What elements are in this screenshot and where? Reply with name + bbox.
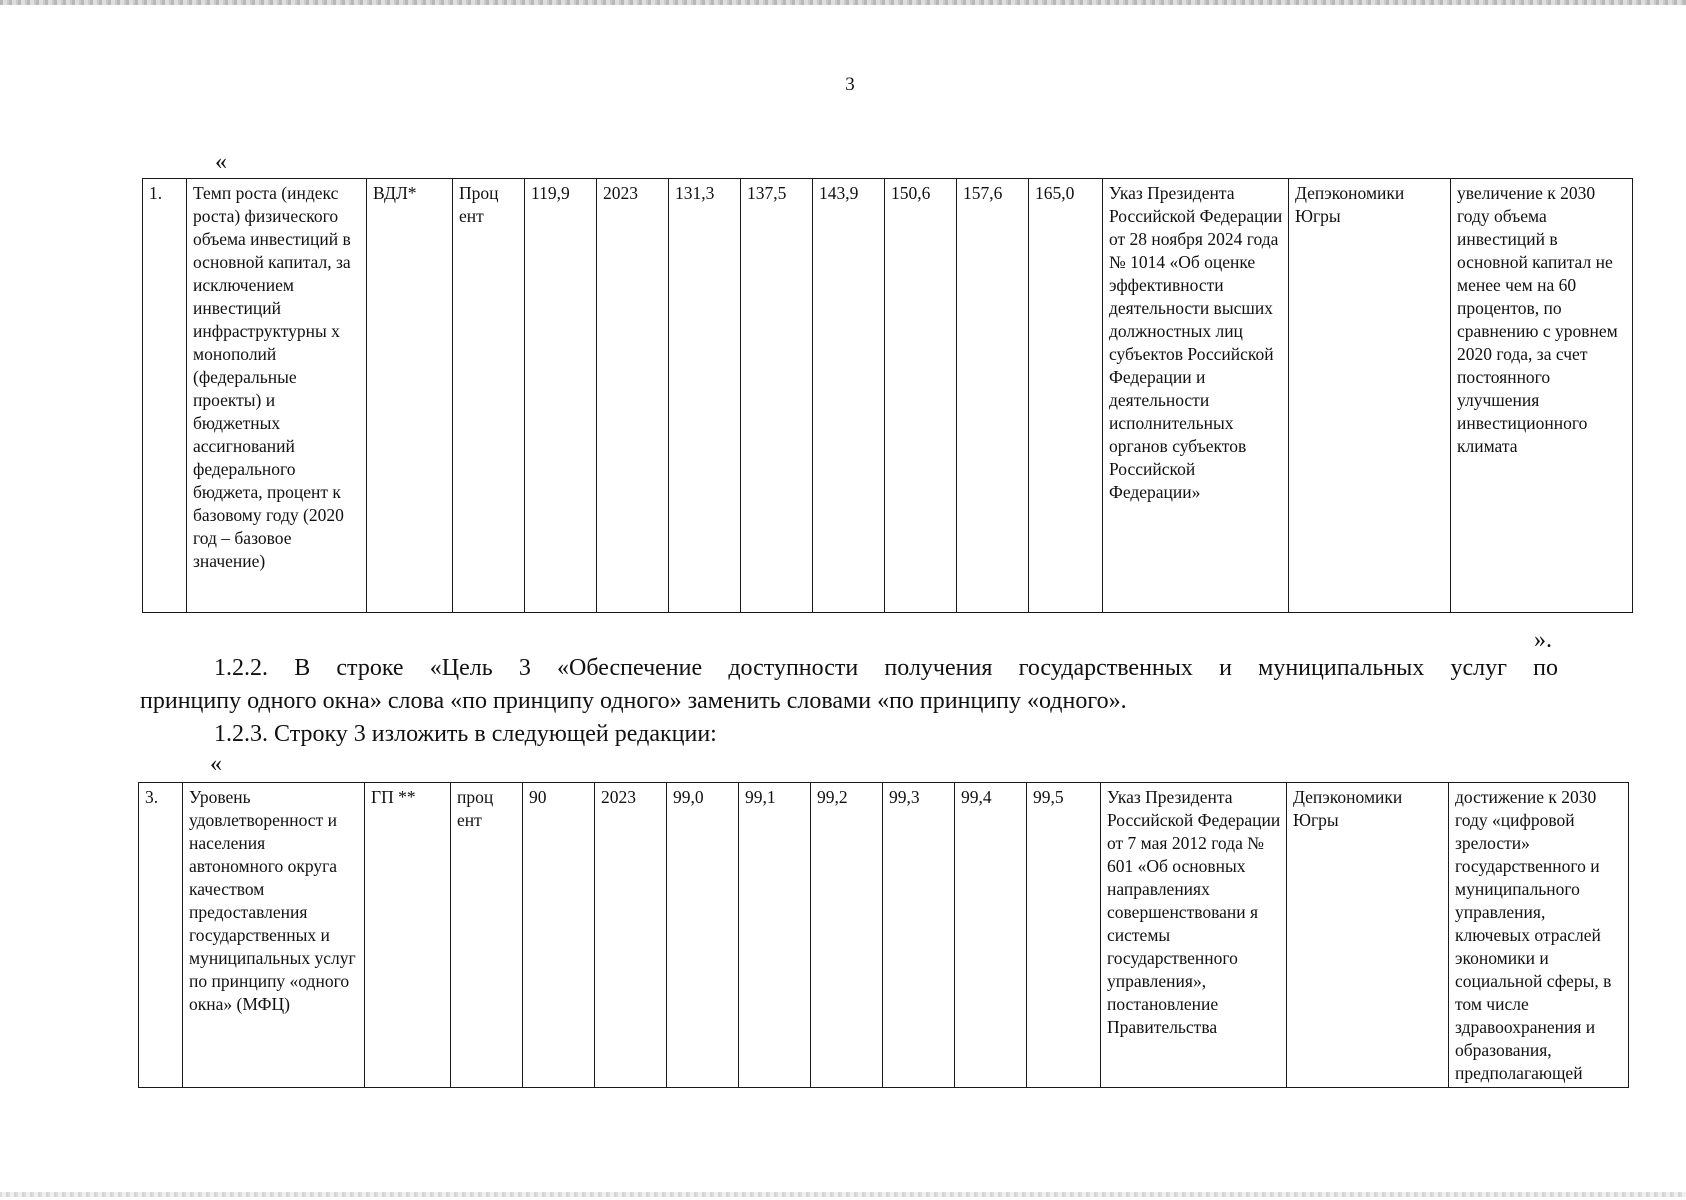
- responsible-body: Депэкономики Югры: [1289, 179, 1451, 613]
- legal-document: Указ Президента Российской Федерации от 7 мая 2012 года № 601 «Об основных направлениях совершенствовани я системы государственного управления», постановление Правительства: [1101, 783, 1287, 1088]
- year-value: 150,6: [885, 179, 957, 613]
- year-value: 99,1: [739, 783, 811, 1088]
- year-value: 157,6: [957, 179, 1029, 613]
- year-value: 131,3: [669, 179, 741, 613]
- year-value: 165,0: [1029, 179, 1103, 613]
- goal-link: увеличение к 2030 году объема инвестиций в основной капитал не менее чем на 60 процентов, по сравнению с уровнем 2020 года, за счет постоянного улучшения инвестиционного климата: [1451, 179, 1633, 613]
- scan-edge-bottom: [0, 1192, 1686, 1197]
- responsible-body: Депэкономики Югры: [1287, 783, 1449, 1088]
- open-quote-2: «: [210, 751, 222, 777]
- scan-edge-top: [0, 0, 1686, 5]
- open-quote-1: «: [215, 149, 227, 175]
- base-value: 90: [523, 783, 595, 1088]
- paragraph-1-2-2-line1: 1.2.2. В строке «Цель 3 «Обеспечение доступности получения государственных и муниципальных услуг по: [214, 655, 1558, 681]
- year-value: 143,9: [813, 179, 885, 613]
- year-value: 99,3: [883, 783, 955, 1088]
- indicator-name: Темп роста (индекс роста) физического объема инвестиций в основной капитал, за исключением инвестиций инфраструктурны х монополий (федеральные проекты) и бюджетных ассигнований федерального бюджета, процент к базовому году (2020 год – базовое значение): [187, 179, 367, 613]
- goal-link: достижение к 2030 году «цифровой зрелости» государственного и муниципального управления, ключевых отраслей экономики и социальной сферы, в том числе здравоохранения и образования, предполагающей: [1449, 783, 1629, 1088]
- year-value: 99,4: [955, 783, 1027, 1088]
- legal-document: Указ Президента Российской Федерации от 28 ноября 2024 года № 1014 «Об оценке эффективности деятельности высших должностных лиц субъектов Российской Федерации и деятельности исполнительных органов субъектов Российской Федерации»: [1103, 179, 1289, 613]
- base-year: 2023: [595, 783, 667, 1088]
- year-value: 137,5: [741, 179, 813, 613]
- row-number: 1.: [143, 179, 187, 613]
- paragraph-1-2-3: 1.2.3. Строку 3 изложить в следующей редакции:: [214, 721, 717, 747]
- year-value: 99,0: [667, 783, 739, 1088]
- indicator-level: ГП **: [365, 783, 451, 1088]
- table-row: [139, 783, 1629, 1088]
- paragraph-1-2-2-line2: принципу одного окна» слова «по принципу одного» заменить словами «по принципу «одного».: [140, 688, 1127, 714]
- base-year: 2023: [597, 179, 669, 613]
- table-row: [143, 179, 1633, 613]
- unit: проц ент: [451, 783, 523, 1088]
- indicator-name: Уровень удовлетворенност и населения автономного округа качеством предоставления государственных и муниципальных услуг по принципу «одного окна» (МФЦ): [183, 783, 365, 1088]
- base-value: 119,9: [525, 179, 597, 613]
- indicator-table-2: [138, 782, 1629, 1088]
- unit: Проц ент: [453, 179, 525, 613]
- page-number: 3: [845, 74, 855, 95]
- indicator-table-1: [142, 178, 1633, 613]
- row-number: 3.: [139, 783, 183, 1088]
- indicator-level: ВДЛ*: [367, 179, 453, 613]
- year-value: 99,2: [811, 783, 883, 1088]
- close-quote: ».: [1534, 627, 1552, 653]
- year-value: 99,5: [1027, 783, 1101, 1088]
